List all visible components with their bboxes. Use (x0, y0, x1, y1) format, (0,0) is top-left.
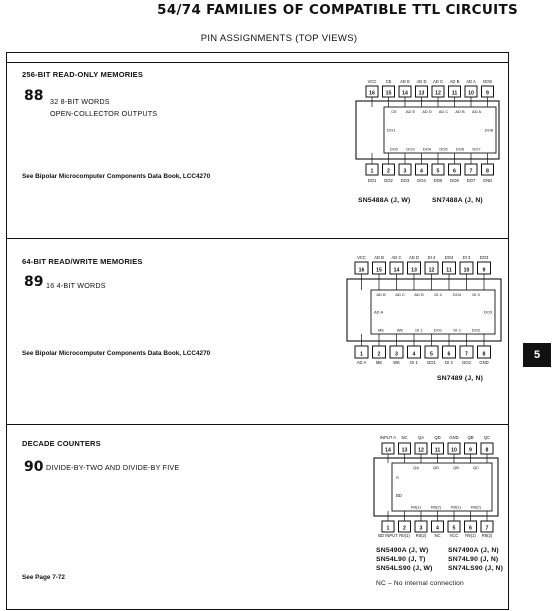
pin-label: R9(2) (481, 533, 493, 538)
part-number: SN5490A (J, W) (376, 547, 429, 554)
inner-label: DI 2 (453, 327, 461, 333)
inner-label: R9(1) (450, 504, 462, 510)
pin-label: R0(2) (415, 533, 427, 538)
nc-note: NC – No internal connection (376, 580, 464, 587)
pin-number: 3 (403, 168, 407, 175)
inner-label: WE (396, 327, 404, 333)
pin-label: DO3 (479, 255, 489, 260)
pin-number: 8 (486, 168, 489, 175)
pin-label: QC (483, 435, 491, 440)
section-number: 89 (24, 274, 44, 290)
inner-label: R0(1) (410, 504, 422, 510)
pin-number: 13 (418, 90, 425, 97)
pin-number: 4 (420, 168, 423, 175)
pin-label: NC (401, 435, 408, 440)
pin-number: 15 (376, 267, 382, 274)
pin-number: 2 (403, 525, 406, 532)
pin-number: 14 (402, 90, 408, 97)
section-divider (6, 238, 508, 239)
inner-label: AD C (395, 292, 405, 297)
pin-label: R9(1) (465, 533, 476, 538)
pin-number: 8 (485, 447, 489, 454)
inner-label: AD B (455, 109, 465, 114)
pin-diagram-89 (343, 252, 505, 368)
inner-label: DO2 (471, 327, 481, 333)
pin-label: NC (434, 533, 441, 538)
pin-label: DO3 (400, 178, 410, 183)
inner-label: DO4 (452, 292, 462, 297)
pin-label: VCC (449, 533, 459, 538)
pin-label: GND (449, 435, 459, 440)
pin-number: 1 (386, 525, 390, 532)
pin-number: 6 (453, 168, 456, 175)
title-divider (6, 62, 508, 63)
part-number: SN74LS90 (J, N) (448, 565, 504, 572)
pin-number: 4 (412, 351, 416, 358)
pin-label: GND (479, 360, 489, 365)
inner-label: R9(2) (470, 504, 482, 510)
pin-label: DO8 (483, 79, 492, 84)
pin-label: DI 4 (427, 255, 436, 260)
pin-label: R0(1) (399, 533, 410, 538)
inner-label: AD A (374, 309, 384, 315)
section-number: 88 (24, 88, 44, 104)
pin-label: QA (417, 435, 425, 440)
pin-number: 8 (482, 351, 486, 358)
data-book-reference: See Bipolar Microcomputer Components Data Book, LCC4270 (22, 350, 211, 357)
pin-number: 7 (465, 351, 468, 358)
page-header: 54/74 FAMILIES OF COMPATIBLE TTL CIRCUITS (157, 2, 518, 18)
pin-number: 3 (395, 351, 398, 358)
pin-number: 10 (451, 447, 457, 454)
inner-label: DO1 (387, 127, 396, 133)
pin-label: DO2 (462, 360, 471, 365)
section-desc-line: OPEN-COLLECTOR OUTPUTS (50, 109, 158, 118)
inner-label: ME (378, 327, 384, 333)
inner-label: DI 4 (434, 292, 442, 297)
inner-label: DO3 (483, 309, 492, 315)
pin-number: 15 (385, 90, 392, 97)
pin-number: 6 (469, 525, 472, 532)
pin-label: AD B (374, 255, 384, 260)
pin-label: INPUT A (379, 435, 397, 440)
pin-label: DO2 (384, 178, 393, 183)
pin-number: 2 (377, 351, 381, 358)
inner-label: AD B (376, 292, 386, 297)
section-desc-line: 16 4-BIT WORDS (46, 281, 106, 290)
inner-label: QB (453, 465, 459, 470)
pin-number: 14 (393, 267, 400, 274)
inner-label: DO2 (389, 146, 399, 152)
pin-number: 13 (411, 267, 417, 274)
pin-number: 9 (469, 447, 472, 454)
pin-number: 1 (360, 351, 363, 358)
pin-number: 13 (401, 447, 408, 454)
inner-label: DO7 (472, 146, 481, 152)
pin-label: WE (393, 360, 400, 365)
pin-label: AD D (408, 255, 420, 260)
pin-diagram-90 (370, 433, 502, 543)
inner-label: DI 1 (415, 327, 423, 333)
pin-label: VCC (357, 255, 366, 260)
pin-label: AD D (416, 79, 427, 84)
pin-label: AD C (391, 255, 402, 260)
pin-number: 12 (435, 90, 441, 97)
inner-label: QD (433, 465, 439, 470)
pin-label: VCC (367, 79, 377, 84)
pin-number: 3 (419, 525, 423, 532)
pin-number: 1 (370, 168, 374, 175)
pin-number: 11 (446, 267, 452, 274)
pin-label: DI 3 (462, 255, 471, 260)
inner-label: AD E (405, 109, 416, 114)
pin-number: 4 (436, 525, 439, 532)
pin-number: 2 (387, 168, 390, 175)
pin-label: DO7 (466, 178, 476, 183)
pin-number: 5 (452, 525, 456, 532)
pin-number: 12 (418, 447, 424, 454)
pin-label: GND (482, 178, 493, 183)
pin-label: AD B (449, 79, 460, 84)
pin-diagram-88 (350, 76, 505, 188)
pin-label: DO1 (427, 360, 436, 365)
pin-number: 5 (430, 351, 433, 358)
pin-number: 6 (447, 351, 451, 358)
inner-label: AD C (438, 109, 449, 114)
page-reference: See Page 7-72 (22, 574, 65, 581)
section-desc-line: DIVIDE-BY-TWO AND DIVIDE-BY FIVE (46, 463, 180, 472)
inner-label: QA (413, 465, 419, 470)
pin-label: AD A (466, 79, 476, 84)
pin-label: DO1 (367, 178, 377, 183)
section-tab: 5 (523, 343, 551, 367)
part-number: SN7489 (J, N) (437, 375, 484, 382)
part-number: SN54LS90 (J, W) (376, 565, 433, 572)
inner-label: DO4 (422, 146, 432, 152)
section-desc-line: 32 8-BIT WORDS (50, 97, 110, 106)
inner-label: DO6 (455, 146, 465, 152)
pin-label: DO6 (450, 178, 459, 183)
pin-number: 16 (369, 90, 375, 97)
inner-label: A (396, 475, 399, 480)
pin-label: QD (434, 435, 441, 440)
pin-number: 10 (463, 267, 470, 274)
part-number: SN54L90 (J, T) (376, 556, 426, 563)
section-title: 64-BIT READ/WRITE MEMORIES (22, 257, 143, 266)
pin-label: CE (385, 79, 392, 84)
section-title: 256-BIT READ-ONLY MEMORIES (22, 70, 144, 79)
inner-label: AD D (414, 292, 424, 297)
pin-label: DI 1 (410, 360, 418, 365)
section-number: 90 (24, 459, 44, 475)
pin-number: 10 (468, 90, 474, 97)
pin-number: 11 (434, 447, 441, 454)
pin-number: 11 (451, 90, 458, 97)
inner-label: QC (473, 465, 479, 470)
frame-title: PIN ASSIGNMENTS (TOP VIEWS) (200, 33, 358, 44)
pin-label: ME (375, 360, 383, 365)
pin-label: BD INPUT (378, 533, 398, 538)
pin-label: DO4 (417, 178, 426, 183)
pin-label: AD A (356, 360, 367, 365)
pin-label: DI 2 (445, 360, 453, 365)
inner-label: R0(2) (430, 504, 442, 510)
inner-label: DO8 (484, 127, 493, 133)
inner-label: AD D (422, 109, 432, 114)
pin-label: DO5 (433, 178, 443, 183)
part-number: SN7490A (J, N) (448, 547, 499, 554)
pin-number: 5 (436, 168, 440, 175)
inner-label: DO1 (433, 327, 443, 333)
section-title: DECADE COUNTERS (22, 439, 101, 448)
pin-number: 7 (469, 168, 473, 175)
pin-label: AD C (432, 79, 444, 84)
pin-number: 9 (486, 90, 489, 97)
pin-label: DO4 (444, 255, 454, 260)
part-number: SN7488A (J, N) (432, 197, 483, 204)
pin-number: 14 (385, 447, 391, 454)
inner-label: DO5 (439, 146, 448, 152)
inner-label: DO3 (406, 146, 415, 152)
pin-label: AD E (400, 79, 410, 84)
pin-number: 9 (482, 267, 486, 274)
inner-label: BD (396, 493, 402, 498)
inner-label: AD A (471, 109, 482, 114)
data-book-reference: See Bipolar Microcomputer Components Data Book, LCC4270 (22, 173, 211, 180)
pin-label: QB (467, 435, 474, 440)
section-divider (6, 424, 508, 425)
inner-label: CE (391, 109, 397, 114)
part-number: SN5488A (J, W) (358, 197, 411, 204)
pin-number: 12 (428, 267, 435, 274)
inner-label: DI 3 (472, 292, 480, 297)
pin-number: 16 (358, 267, 365, 274)
part-number: SN74L90 (J, N) (448, 556, 499, 563)
pin-number: 7 (485, 525, 489, 532)
